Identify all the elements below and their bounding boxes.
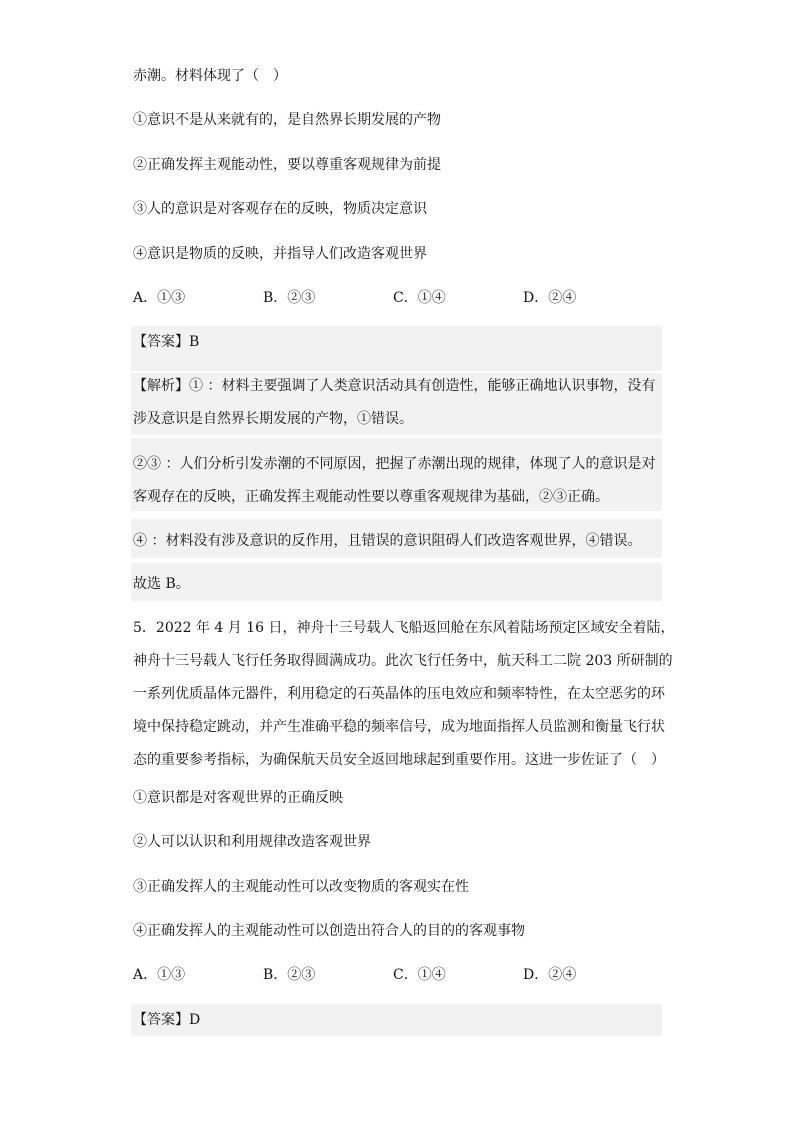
q4-analysis-line: 涉及意识是自然界长期发展的产物，①错误。: [133, 411, 413, 427]
analysis-box-4: [131, 563, 662, 601]
question-4-stem: 赤潮。材料体现了（ ）: [133, 68, 287, 84]
q5-stem-line: 5．2022 年 4 月 16 日，神舟十三号载人飞船返回舱在东风着陆场预定区域安全着陆，: [133, 620, 675, 636]
option-d: D．②④: [523, 290, 577, 306]
q4-analysis-line: ②③ ：人们分析引发赤潮的不同原因，把握了赤潮出现的规律，体现了人的意识是对: [133, 456, 656, 472]
q5-stem-line: 境中保持稳定跳动，并产生准确平稳的频率信号，成为地面指挥人员监测和衡量飞行状: [133, 719, 665, 735]
q5-statement: ①意识都是对客观世界的正确反映: [133, 790, 343, 806]
q4-statement: ②正确发挥主观能动性，要以尊重客观规律为前提: [133, 157, 441, 173]
q4-statement: ①意识不是从来就有的，是自然界长期发展的产物: [133, 112, 441, 128]
option-b: B．②③: [263, 290, 316, 306]
q5-stem-line: 一系列优质晶体元器件，利用稳定的石英晶体的压电效应和频率特性，在太空恶劣的环: [133, 686, 665, 702]
option-d: D．②④: [523, 967, 577, 983]
q4-conclusion: 故选 B。: [133, 576, 190, 592]
answer-box-q5: [131, 1004, 662, 1036]
option-a: A．①③: [133, 967, 186, 983]
q5-stem-line: 神舟十三号载人飞行任务取得圆满成功。此次飞行任务中，航天科工二院 203 所研制的: [133, 653, 673, 669]
answer-box: [131, 326, 662, 371]
option-b: B．②③: [263, 967, 316, 983]
option-c: C．①④: [393, 290, 446, 306]
option-a: A．①③: [133, 290, 186, 306]
option-c: C．①④: [393, 967, 446, 983]
q4-statement: ③人的意识是对客观存在的反映，物质决定意识: [133, 201, 427, 217]
q4-answer: 【答案】B: [133, 334, 200, 350]
q4-analysis-line: ④ ：材料没有涉及意识的反作用，且错误的意识阻碍人们改造客观世界，④错误。: [133, 533, 642, 549]
q4-analysis-line: 【解析】① ：材料主要强调了人类意识活动具有创造性，能够正确地认识事物，没有: [133, 378, 656, 394]
q4-options: [133, 288, 653, 308]
q5-statement: ②人可以认识和利用规律改造客观世界: [133, 834, 371, 850]
q5-statement: ④正确发挥人的主观能动性可以创造出符合人的目的的客观事物: [133, 923, 525, 939]
q4-analysis-line: 客观存在的反映，正确发挥主观能动性要以尊重客观规律为基础，②③正确。: [133, 489, 609, 505]
q5-statement: ③正确发挥人的主观能动性可以改变物质的客观实在性: [133, 879, 469, 895]
q5-stem-line: 态的重要参考指标，为确保航天员安全返回地球起到重要作用。这进一步佐证了（ ）: [133, 752, 665, 768]
q4-statement: ④意识是物质的反映，并指导人们改造客观世界: [133, 246, 427, 262]
q5-answer: 【答案】D: [133, 1012, 201, 1028]
q5-options: [133, 965, 653, 985]
